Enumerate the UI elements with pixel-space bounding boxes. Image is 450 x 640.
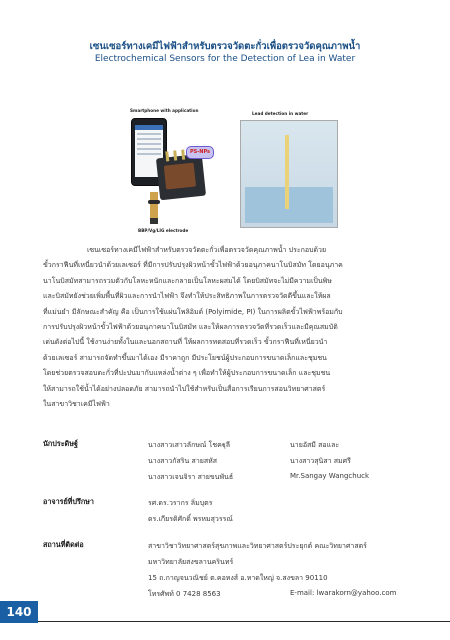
page-number: 140	[6, 605, 32, 619]
contact-line: สาขาวิชาวิทยาศาสตร์สุขภาพและวิทยาศาสตร์ประยุกต์ คณะวิทยาศาสตร์	[148, 542, 367, 550]
sensor-figure	[120, 108, 350, 238]
body-line: การปรับปรุงผิวหน้าขั้วไฟฟ้าด้วยอนุภาคนาโนบิสมัท และให้ผลการตรวจวัดที่รวดเร็วและมีคุณสมบัติ	[43, 323, 338, 332]
body-line: ในสาขาวิชาเคมีไฟฟ้า	[43, 400, 110, 409]
inventor-name: Mr.Sangay Wangchuck	[290, 472, 370, 480]
page-number-tab	[0, 601, 38, 623]
inventor-name: นายอัสมี สอและ	[290, 441, 340, 449]
contact-email[interactable]: E-mail: lwarakorn@yahoo.com	[290, 589, 397, 597]
inventor-name: นางสาวสุนิสา สมศรี	[290, 457, 351, 465]
figure-label-phone: Smartphone with application	[130, 108, 199, 113]
body-paragraph	[43, 243, 413, 412]
contact-phone: โทรศัพท์ 0 7428 8563	[148, 590, 221, 598]
body-line: เซนเซอร์ทางเคมีไฟฟ้าสำหรับตรวจวัดตะกั่วเพื่อตรวจวัดคุณภาพน้ำ ประกอบด้วย	[87, 246, 327, 254]
figure-label-ps-nps: PS-NPs	[186, 146, 214, 159]
inventor-name: นางสาวเสาวลักษณ์ โชคฐุลี	[148, 441, 231, 449]
body-line: เด่นดังต่อไปนี้ ใช้งานง่ายทั้งในและนอกสถานที่ ให้ผลการทดสอบที่รวดเร็ว ขั้วกราฟีนที่เหนี่ยวนำ	[43, 338, 328, 347]
water-sample-illustration	[240, 120, 338, 228]
page-title-thai: เซนเซอร์ทางเคมีไฟฟ้าสำหรับตรวจวัดตะกั่วเพื่อตรวจวัดคุณภาพน้ำ	[89, 41, 361, 52]
inventors-label: นักประดิษฐ์	[43, 439, 78, 448]
electrode-strip-illustration	[150, 192, 158, 220]
footer-rule	[0, 621, 450, 622]
electrode-contact	[148, 200, 160, 204]
advisors-label: อาจารย์ที่ปรึกษา	[43, 497, 94, 506]
page-title-english: Electrochemical Sensors for the Detection of Lea in Water	[94, 54, 356, 64]
body-line: ที่แม่นยำ มีลักษณะสำคัญ คือ เป็นการใช้แผ่นโพลิอิมด์ (Polyimide, PI) ในการผลิตขั้วไฟฟ้าพร้อมกับ	[43, 307, 343, 316]
advisor-name: รศ.ดร.วรากร ลิ่มบุตร	[148, 499, 213, 507]
body-line: นาโนบิสมัทสามารถรวมตัวกับโลหะหนักและกลายเป็นโลหะผสมได้ โดยบิสมัทจะไม่มีความเป็นพิษ	[43, 276, 332, 285]
potentiostat-board-illustration	[156, 154, 206, 201]
inventor-name: นางสาวเจนจิรา สายขนพันธ์	[148, 473, 234, 481]
body-line: และบิสมัทยังช่วยเพิ่มพื้นที่ผิวและการนำไฟฟ้า จึงทำให้ประสิทธิภาพในการตรวจวัดดีขึ้นและให้ผล	[43, 292, 331, 301]
body-line: ขั้วกราฟีนที่เหนี่ยวนำด้วยเลเซอร์ ที่มีการปรับปรุงผิวหน้าขั้วไฟฟ้าด้วยอนุภาคนาโนบิสมัท โดยอนุภาค	[43, 261, 343, 270]
figure-label-sensor: BBP/Vg/LIG electrode	[138, 228, 189, 233]
inventor-name: นางสาวกัสริน สายสหัส	[148, 457, 218, 465]
electrode-tip	[150, 218, 158, 224]
body-line: ด้วยเลเซอร์ สามารถจัดทำขึ้นมาได้เอง มีราคาถูก มีประโยชน์ผู้ประกอบการขนาดเล็กและชุมชน	[43, 353, 327, 362]
contact-line: 15 ถ.กาญจนวณิชย์ ต.คอหงส์ อ.หาดใหญ่ จ.สงขลา 90110	[148, 574, 328, 582]
advisor-name: ดร.เกียรติศักดิ์ พรหมสุวรรณ์	[148, 515, 233, 523]
body-line: โดยช่วยตรวจสอบตะกั่วที่ปะปนมากับแหล่งน้ำต่าง ๆ เพื่อทำให้ผู้ประกอบการขนาดเล็ก และชุมชน	[43, 369, 331, 378]
contact-label: สถานที่ติดต่อ	[43, 540, 84, 549]
figure-label-water: Lead detection in water	[252, 111, 309, 116]
contact-line: มหาวิทยาลัยสงขลานครินทร์	[148, 558, 234, 566]
body-line: ให้สามารถใช้น้ำได้อย่างปลอดภัย สามารถนำไปใช้สำหรับเป็นสื่อการเรียนการสอนวิทยาศาสตร์	[43, 384, 326, 393]
